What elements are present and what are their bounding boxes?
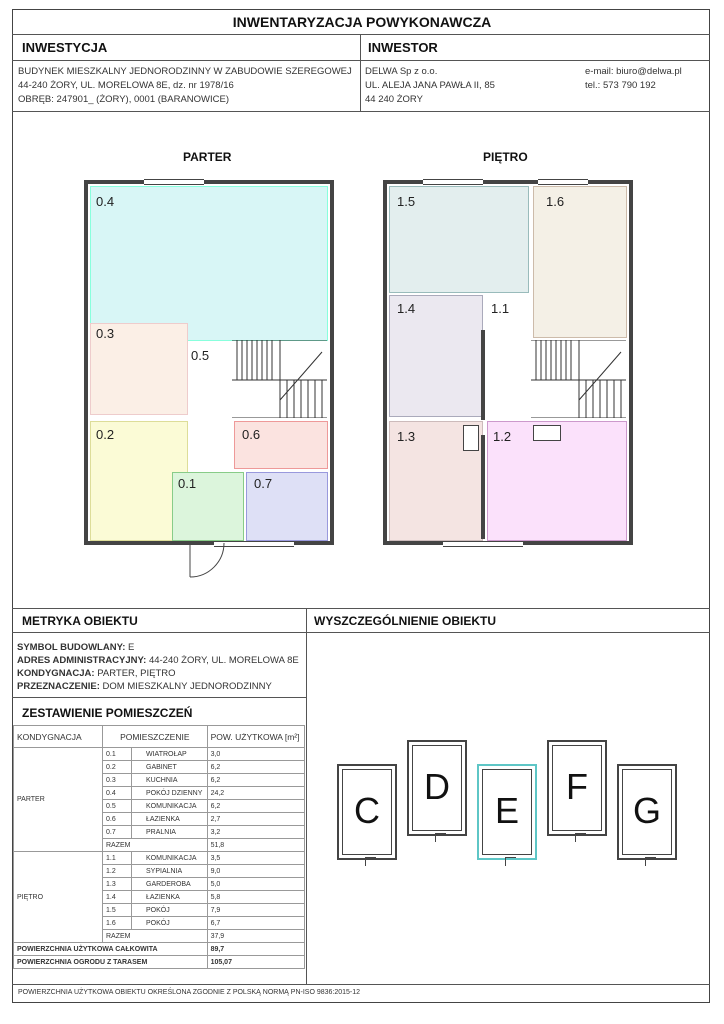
room-name-cell: WIATROŁAP bbox=[132, 748, 208, 761]
room-area-cell: 7,9 bbox=[207, 904, 304, 917]
purpose-value: DOM MIESZKALNY JEDNORODZINNY bbox=[102, 681, 272, 692]
room-area-cell: 9,0 bbox=[207, 865, 304, 878]
address-value: 44-240 ŻORY, UL. MORELOWA 8E bbox=[148, 655, 299, 666]
room-label: 0.6 bbox=[242, 427, 261, 442]
ground-floor-plan bbox=[84, 180, 334, 545]
room-area-cell: 5,0 bbox=[207, 878, 304, 891]
segments-diagram bbox=[334, 740, 684, 880]
address-label: ADRES ADMINISTRACYJNY: bbox=[17, 655, 147, 666]
room-no-cell: 1.5 bbox=[103, 904, 132, 917]
segment-label: E bbox=[494, 790, 519, 831]
room-area-cell: 2,7 bbox=[207, 813, 304, 826]
room-name-cell: KOMUNIKACJA bbox=[132, 852, 208, 865]
segment-label: D bbox=[424, 766, 450, 807]
document-title: INWENTARYZACJA POWYKONAWCZA bbox=[232, 14, 492, 30]
door-icon bbox=[645, 857, 656, 866]
col-floor-header: KONDYGNACJA bbox=[14, 726, 103, 748]
window-icon bbox=[144, 179, 204, 185]
divider bbox=[12, 34, 710, 35]
upper-floor-plan bbox=[383, 180, 633, 545]
room-label: 1.6 bbox=[546, 194, 565, 209]
divider bbox=[12, 697, 306, 698]
room-no-cell: 1.3 bbox=[103, 878, 132, 891]
sum-value: 37,9 bbox=[207, 930, 304, 943]
upper-outer-wall bbox=[383, 180, 633, 545]
room-no-cell: 0.5 bbox=[103, 800, 132, 813]
symbol-row bbox=[17, 642, 134, 653]
room-name-cell: KUCHNIA bbox=[132, 774, 208, 787]
purpose-row bbox=[17, 681, 272, 692]
room-no-cell: 0.7 bbox=[103, 826, 132, 839]
room-no-cell: 1.2 bbox=[103, 865, 132, 878]
garden-value: 105,07 bbox=[207, 956, 304, 969]
room-area-cell: 5,8 bbox=[207, 891, 304, 904]
footer-note: POWIERZCHNIA UŻYTKOWA OBIEKTU OKREŚLONA ZGODNIE Z POLSKĄ NORMĄ PN-ISO 9836:2015-12 bbox=[18, 989, 361, 996]
room-label: 1.1 bbox=[491, 301, 510, 316]
room-name-cell: POKÓJ bbox=[132, 904, 208, 917]
divider bbox=[306, 608, 307, 984]
room-no-cell: 0.3 bbox=[103, 774, 132, 787]
divider bbox=[360, 34, 361, 112]
table-row bbox=[14, 748, 305, 761]
room-no-cell: 1.6 bbox=[103, 917, 132, 930]
divider bbox=[12, 111, 710, 112]
room-label: 0.5 bbox=[191, 348, 210, 363]
room-name-cell: POKÓJ bbox=[132, 917, 208, 930]
address-row bbox=[17, 655, 299, 666]
investor-street: UL. ALEJA JANA PAWŁA II, 85 bbox=[365, 80, 495, 91]
divider bbox=[12, 60, 710, 61]
room-no-cell: 1.4 bbox=[103, 891, 132, 904]
segment-g bbox=[617, 764, 677, 860]
room-name-cell: ŁAZIENKA bbox=[132, 813, 208, 826]
room-name-cell: GABINET bbox=[132, 761, 208, 774]
segment-c bbox=[337, 764, 397, 860]
room-no-cell: 0.2 bbox=[103, 761, 132, 774]
segment-f bbox=[547, 740, 607, 836]
divider bbox=[12, 984, 710, 985]
sum-label: RAZEM bbox=[103, 930, 208, 943]
segment-e bbox=[477, 764, 537, 860]
col-area-header: POW. UŻYTKOWA [m²] bbox=[207, 726, 304, 748]
room-name-cell: PRALNIA bbox=[132, 826, 208, 839]
segment-label: C bbox=[354, 790, 380, 831]
room-name-cell: GARDEROBA bbox=[132, 878, 208, 891]
purpose-label: PRZEZNACZENIE: bbox=[17, 681, 100, 692]
window-icon bbox=[443, 541, 523, 547]
room-label: 1.5 bbox=[397, 194, 416, 209]
details-heading: WYSZCZEGÓLNIENIE OBIEKTU bbox=[314, 614, 497, 628]
room-area-cell: 6,2 bbox=[207, 800, 304, 813]
room-name-cell: SYPIALNIA bbox=[132, 865, 208, 878]
floors-row bbox=[17, 668, 176, 679]
room-label: 1.4 bbox=[397, 301, 416, 316]
investor-email: e-mail: biuro@delwa.pl bbox=[585, 66, 682, 77]
investment-line-2: 44-240 ŻORY, UL. MORELOWA 8E, dz. nr 1978/16 bbox=[18, 80, 234, 91]
room-label: 0.1 bbox=[178, 476, 197, 491]
upper-floor-title: PIĘTRO bbox=[483, 150, 528, 164]
investor-name: DELWA Sp z o.o. bbox=[365, 66, 438, 77]
door-icon bbox=[188, 541, 228, 581]
divider bbox=[12, 608, 710, 609]
floor-cell: PARTER bbox=[14, 748, 103, 852]
room-label: 0.4 bbox=[96, 194, 115, 209]
room-label: 1.3 bbox=[397, 429, 416, 444]
room-area-cell: 24,2 bbox=[207, 787, 304, 800]
room-no-cell: 0.1 bbox=[103, 748, 132, 761]
symbol-value: E bbox=[128, 642, 135, 653]
col-room-header: POMIESZCZENIE bbox=[103, 726, 208, 748]
room-label: 1.2 bbox=[493, 429, 512, 444]
table-row bbox=[14, 852, 305, 865]
room-name-cell: KOMUNIKACJA bbox=[132, 800, 208, 813]
room-area-cell: 3,0 bbox=[207, 748, 304, 761]
total-label: POWIERZCHNIA UŻYTKOWA CAŁKOWITA bbox=[14, 943, 208, 956]
floors-value: PARTER, PIĘTRO bbox=[97, 668, 176, 679]
segment-label: F bbox=[566, 766, 588, 807]
investment-heading: INWESTYCJA bbox=[22, 40, 108, 55]
room-area-cell: 6,2 bbox=[207, 774, 304, 787]
room-name-cell: ŁAZIENKA bbox=[132, 891, 208, 904]
investor-heading: INWESTOR bbox=[368, 40, 438, 55]
investor-phone: tel.: 573 790 192 bbox=[585, 80, 656, 91]
door-icon bbox=[435, 833, 446, 842]
total-value: 89,7 bbox=[207, 943, 304, 956]
ground-floor-title: PARTER bbox=[183, 150, 232, 164]
rooms-table-heading: ZESTAWIENIE POMIESZCZEŃ bbox=[22, 706, 193, 720]
room-label: 0.3 bbox=[96, 326, 115, 341]
door-icon bbox=[505, 857, 516, 866]
investment-line-3: OBRĘB: 247901_ (ŻORY), 0001 (BARANOWICE) bbox=[18, 94, 230, 105]
room-label: 0.2 bbox=[96, 427, 115, 442]
window-icon bbox=[538, 179, 588, 185]
divider bbox=[12, 632, 710, 633]
investor-city: 44 240 ŻORY bbox=[365, 94, 423, 105]
floors-label: KONDYGNACJA: bbox=[17, 668, 95, 679]
room-no-cell: 0.6 bbox=[103, 813, 132, 826]
room-area-cell: 6,7 bbox=[207, 917, 304, 930]
room-area-cell: 6,2 bbox=[207, 761, 304, 774]
segment-d bbox=[407, 740, 467, 836]
room-label: 0.7 bbox=[254, 476, 273, 491]
floor-cell: PIĘTRO bbox=[14, 852, 103, 943]
garden-label: POWIERZCHNIA OGRODU Z TARASEM bbox=[14, 956, 208, 969]
room-area-cell: 3,5 bbox=[207, 852, 304, 865]
symbol-label: SYMBOL BUDOWLANY: bbox=[17, 642, 126, 653]
rooms-table bbox=[13, 725, 305, 969]
room-no-cell: 1.1 bbox=[103, 852, 132, 865]
door-icon bbox=[365, 857, 376, 866]
room-area-cell: 3,2 bbox=[207, 826, 304, 839]
room-no-cell: 0.4 bbox=[103, 787, 132, 800]
investment-line-1: BUDYNEK MIESZKALNY JEDNORODZINNY W ZABUDOWIE SZEREGOWEJ bbox=[18, 66, 352, 77]
metrics-heading: METRYKA OBIEKTU bbox=[22, 614, 138, 628]
window-icon bbox=[423, 179, 483, 185]
segment-label: G bbox=[632, 790, 661, 831]
room-name-cell: POKÓJ DZIENNY bbox=[132, 787, 208, 800]
sum-label: RAZEM bbox=[103, 839, 208, 852]
door-icon bbox=[575, 833, 586, 842]
sum-value: 51,8 bbox=[207, 839, 304, 852]
